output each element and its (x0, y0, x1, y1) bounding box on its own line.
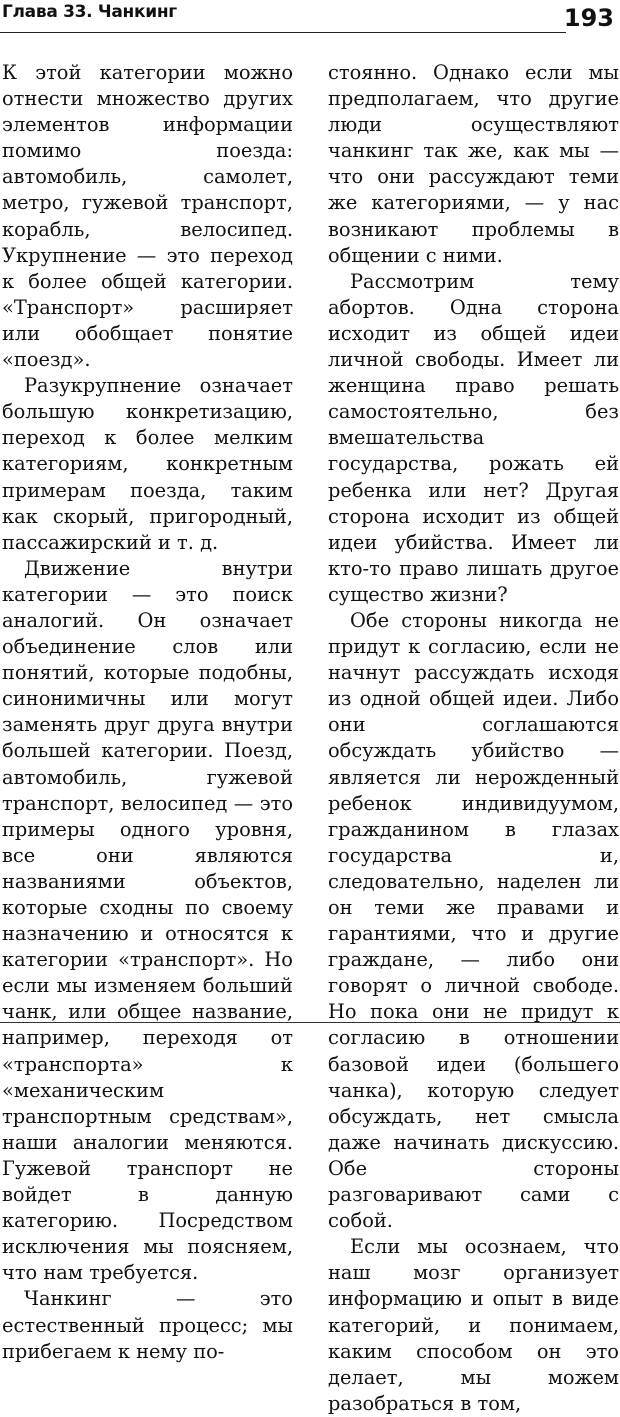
paragraph: К этой категории можно отнести множество других элементов информации помимо поезда: автомобиль, самолет, метро, гужевой транспорт, корабль, велосипед. Укрупнение — это переход к более общей категории. «Транспорт» расширяет или обобщает понятие «поезд». (2, 61, 293, 372)
page-number: 193 (563, 4, 614, 32)
paragraph: Разукрупнение означает большую конкретизацию, переход к более мелким категориям, конкретным примерам поезда, таким как скорый, пригородный, пассажирский и т. д. (2, 374, 293, 554)
paragraph: стоянно. Однако если мы предполагаем, что другие люди осуществляют чанкинг так же, как мы — что они рассуждают теми же категориями, — у нас возникают проблемы в общении с ними. (328, 61, 619, 267)
paragraph: Рассмотрим тему абортов. Одна сторона исходит из общей идеи личной свободы. Имеет ли женщина право решать самостоятельно, без вмешательства государства, рожать ей ребенка или нет? Другая сторона исходит из общей идеи убийства. Имеет ли кто-то право лишать другое существо жизни? (328, 269, 619, 606)
running-head: Глава 33. Чанкинг (2, 2, 177, 22)
footer-rule (0, 1022, 620, 1023)
paragraph: Обе стороны никогда не придут к согласию, если не начнут рассуждать исходя из одной общей идеи. Либо они соглашаются обсуждать убийство — является ли нерожденный ребенок индивидуумом, гражданином в глазах государства и, следовательно, наделен ли он теми же правами и гарантиями, что и другие граждане, — либо они говорят о личной свободе. Но пока они не придут к согласию в отношении базовой идеи (большего чанка), которую следует обсуждать, нет смысла даже начинать дискуссию. Обе стороны разговаривают сами с собой. (328, 608, 619, 1233)
header-rule (0, 32, 566, 33)
paragraph: Если мы осознаем, что наш мозг организует информацию и опыт в виде категорий, и понимаем, каким способом он это делает, мы можем разобраться в том, (328, 1235, 619, 1415)
paragraph: Движение внутри категории — это поиск аналогий. Он означает объединение слов или понятий, которые подобны, синонимичны или могут заменять друг друга внутри большей категории. Поезд, автомобиль, гужевой транспорт, велосипед — это примеры одного уровня, все они являются названиями объектов, которые сходны по своему назначению и относятся к категории «транспорт». Но если мы изменяем больший чанк, или общее название, например, переходя от «транспорта» к «механическим транспортным средствам», наши аналогии меняются. Гужевой транспорт не войдет в данную категорию. Посредством исключения мы поясняем, что нам требуется. (2, 556, 293, 1285)
right-column (328, 60, 619, 1417)
left-column (2, 60, 293, 1365)
page-header (0, 0, 620, 40)
paragraph: Чанкинг — это естественный процесс; мы прибегаем к нему по- (2, 1287, 293, 1363)
